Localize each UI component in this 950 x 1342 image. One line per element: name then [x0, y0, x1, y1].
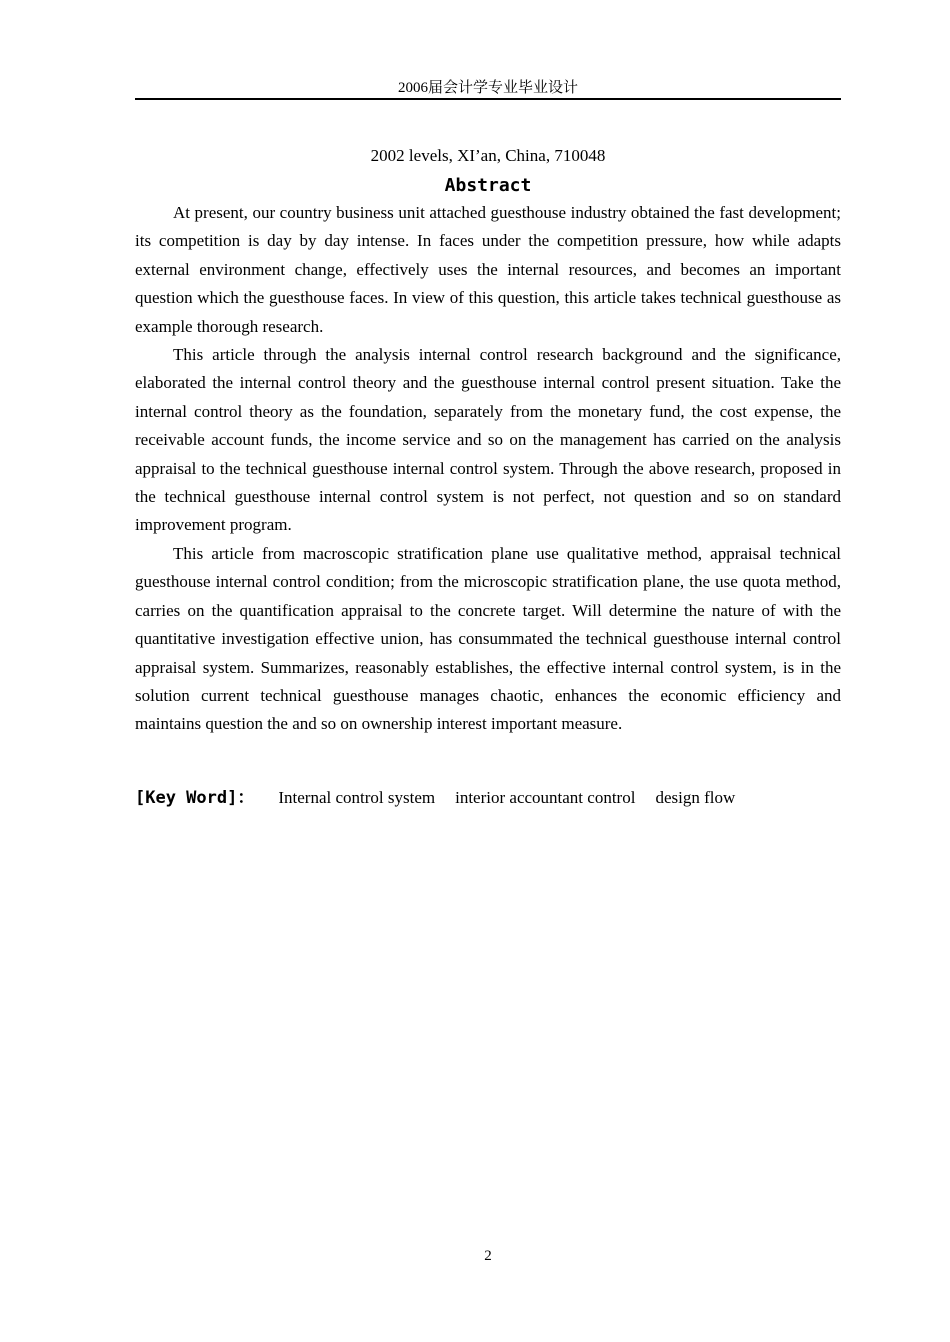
keyword-item: interior accountant control [455, 788, 636, 807]
abstract-paragraph-2: This article through the analysis internal control research background and the significance, elaborated the internal control theory and the guesthouse internal control present situation. Take the internal control theory as the foundation, separately from the monetary fund, the cost expense, the receivable account funds, the income service and so on the management has carried on the analysis appraisal to the technical guesthouse internal control system. Through the above research, proposed in the technical guesthouse internal control system is not perfect, not question and so on standard improvement program. [135, 345, 841, 535]
keywords-label: [Key Word]： [135, 788, 255, 808]
running-header: 2006届会计学专业毕业设计 [397, 80, 578, 96]
keyword-item: design flow [655, 788, 736, 807]
page-number: 2 [484, 1248, 492, 1264]
abstract-body [135, 199, 841, 739]
header-divider [135, 98, 841, 100]
abstract-paragraph-3: This article from macroscopic stratification plane use qualitative method, appraisal technical guesthouse internal control condition; from the microscopic stratification plane, the use quota method, carries on the quantification appraisal to the concrete target. Will determine the nature of with the quantitative investigation effective union, has consummated the technical guesthouse internal control appraisal system. Summarizes, reasonably establishes, the effective internal control system, is in the solution current technical guesthouse manages chaotic, enhances the economic efficiency and maintains question the and so on ownership interest important measure. [135, 543, 841, 734]
abstract-heading: Abstract [444, 175, 532, 196]
keywords-line [135, 786, 841, 810]
author-address: 2002 levels, XI’an, China, 710048 [370, 146, 606, 165]
abstract-paragraph-1: At present, our country business unit attached guesthouse industry obtained the fast development; its competition is day by day intense. In faces under the competition pressure, how while adapts external environment change, effectively uses the internal resources, and becomes an important question which the guesthouse faces. In view of this question, this article takes technical guesthouse as example thorough research. [135, 203, 841, 336]
keyword-item: Internal control system [278, 788, 436, 807]
